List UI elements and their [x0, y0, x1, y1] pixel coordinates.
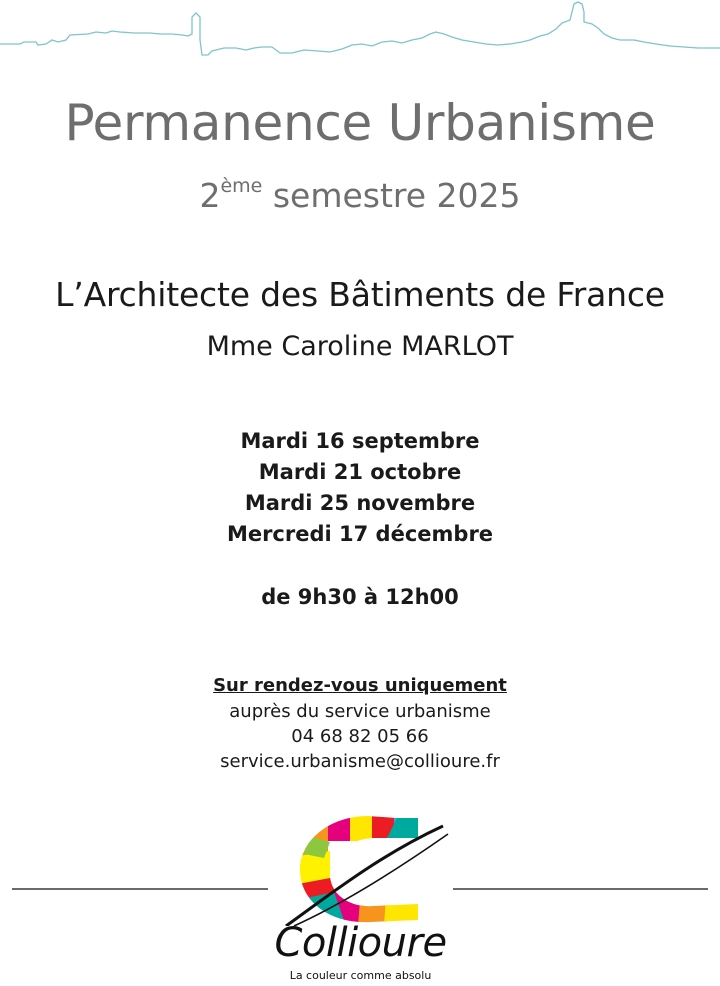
contact-block: [0, 672, 720, 774]
page-subtitle: [0, 162, 720, 220]
opening-hours: de 9h30 à 12h00: [261, 585, 459, 609]
footer-divider-left: [12, 888, 268, 890]
logo-wordmark: Collioure: [274, 920, 447, 966]
date-item: Mardi 16 septembre: [240, 429, 480, 453]
official-role: L’Architecte des Bâtiments de France: [55, 275, 665, 314]
page-title: Permanence Urbanisme: [64, 94, 656, 152]
footer-divider-right: [453, 888, 708, 890]
phone-number[interactable]: 04 68 82 05 66: [291, 726, 429, 747]
service-label: auprès du service urbanisme: [229, 701, 491, 722]
collioure-c-emblem-icon: [268, 796, 453, 926]
appointment-notice: Sur rendez-vous uniquement: [213, 675, 507, 696]
dates-list: [0, 426, 720, 550]
semester-year: semestre 2025: [262, 176, 521, 215]
date-item: Mercredi 17 décembre: [226, 522, 494, 546]
semester-ordinal-suffix: ème: [220, 175, 263, 197]
logo-tagline: La couleur comme absolu: [289, 969, 432, 982]
semester-ordinal: 2: [199, 176, 221, 215]
collioure-logo: [268, 796, 453, 986]
date-item: Mardi 21 octobre: [258, 460, 462, 484]
email-address[interactable]: service.urbanisme@collioure.fr: [220, 751, 500, 772]
date-item: Mardi 25 novembre: [244, 491, 476, 515]
town-skyline-decoration: [0, 0, 720, 70]
official-name: Mme Caroline MARLOT: [206, 331, 514, 362]
